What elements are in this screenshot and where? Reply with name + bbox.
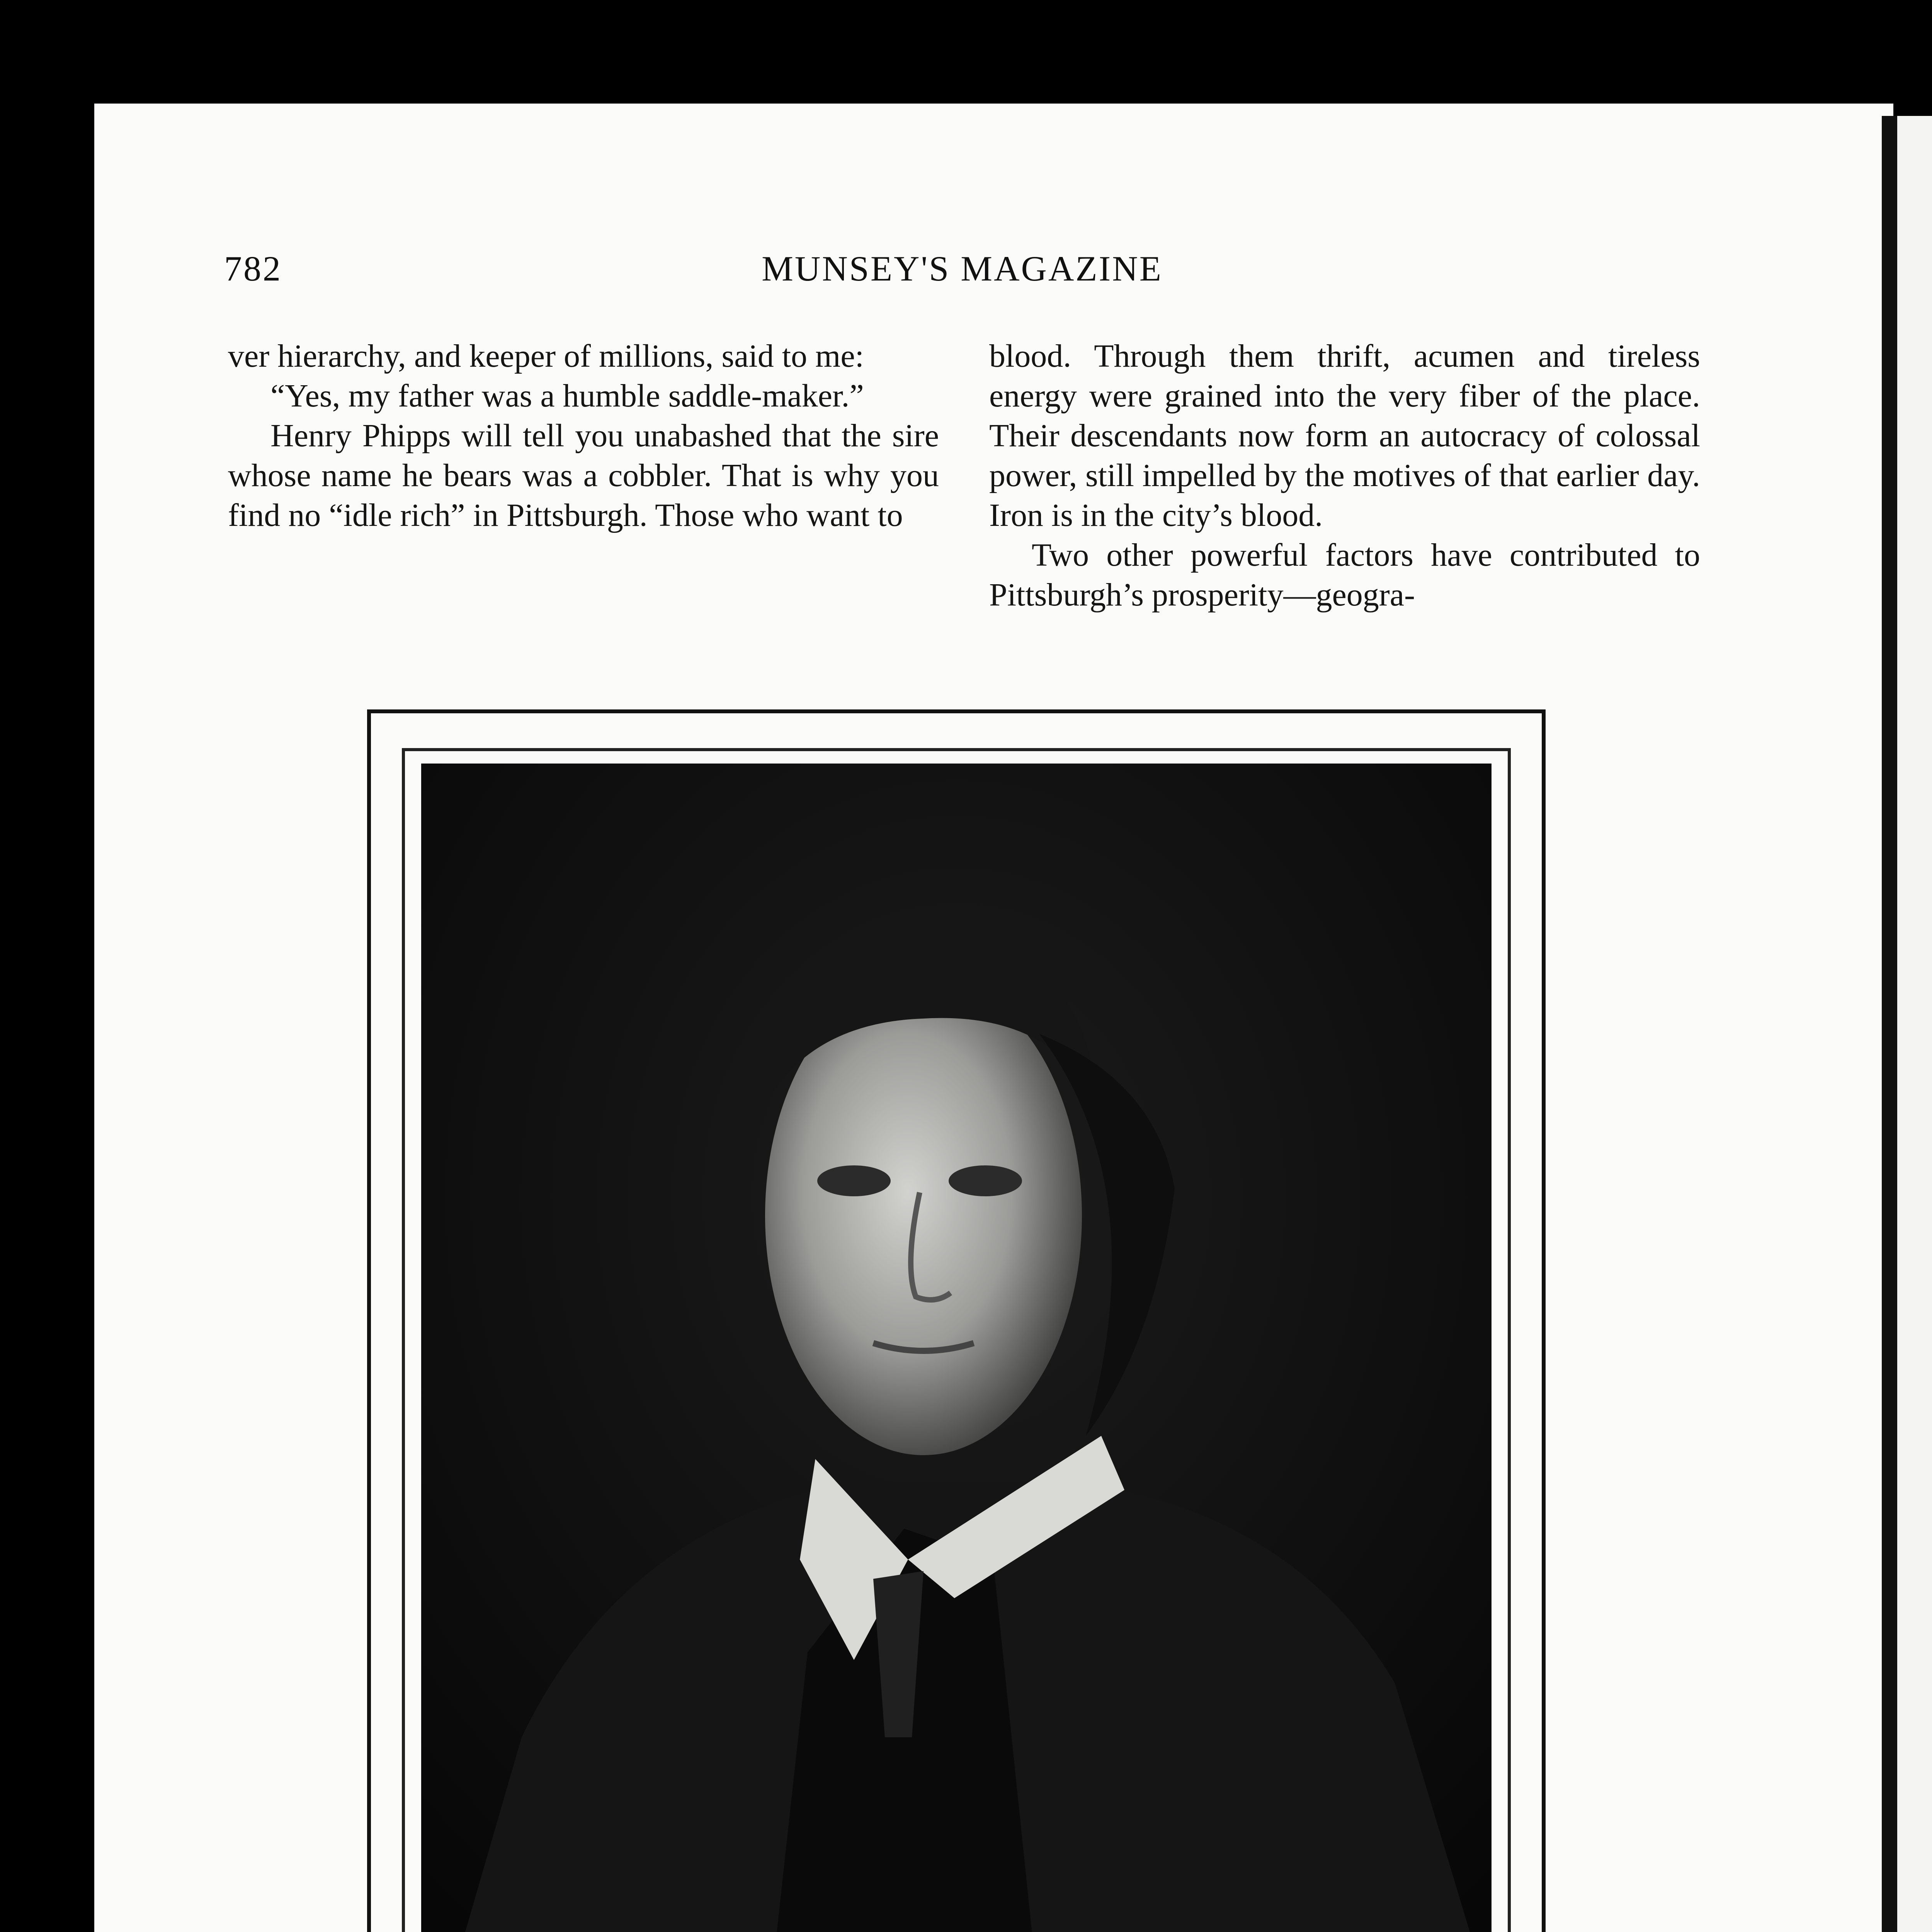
paragraph: Henry Phipps will tell you unabashed that the sire whose name he bears was a cobbler. That is why you find no “idle rich” in Pittsburgh. Those who want to [228,418,939,533]
paragraph: blood. Through them thrift, acumen and tireless energy were grained into the very fiber of the place. Their descendants now form an autocracy of colossal power, still impelled by the motives of that earlier day. Iron is in the city’s blood. [989,338,1700,533]
text-column-top-left [228,336,939,535]
text-column-top-right [989,336,1700,615]
paragraph: “Yes, my father was a humble saddle-maker.” [270,378,864,414]
page-number: 782 [224,249,282,288]
running-head [224,248,1700,294]
facing-page-edge [1897,116,1932,1932]
paragraph: Two other powerful factors have contributed to Pittsburgh’s prosperity—geogra- [989,537,1700,613]
paragraph: ver hierarchy, and keeper of millions, said to me: [228,338,864,374]
magazine-title: MUNSEY'S MAGAZINE [762,249,1163,288]
book-spine-shadow [1882,116,1897,1932]
portrait-photo [421,764,1492,1932]
